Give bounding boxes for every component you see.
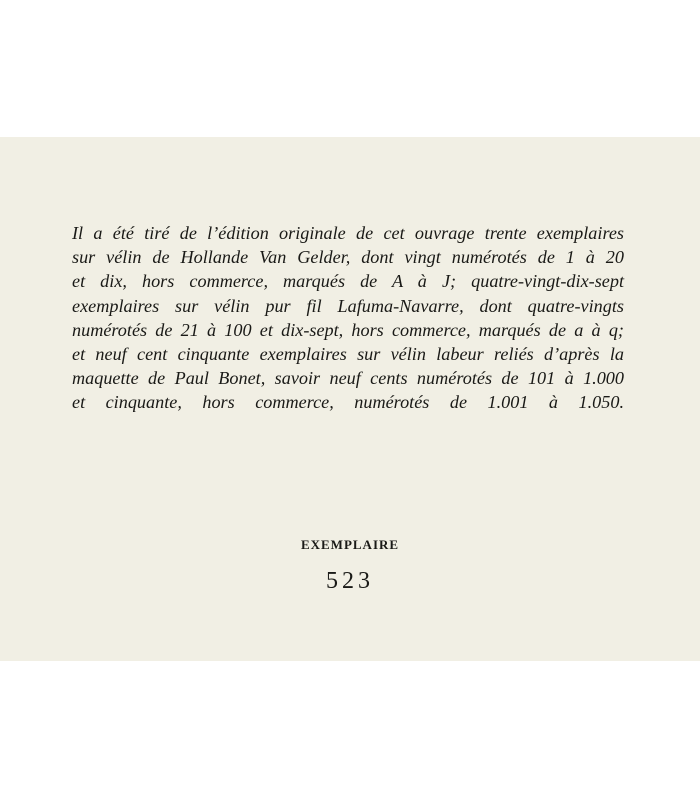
colophon-text — [72, 221, 624, 415]
exemplaire-label: EXEMPLAIRE — [300, 537, 400, 552]
colophon-line: et cinquante, hors commerce, numérotés de 1.001 à 1.050. — [72, 392, 624, 413]
colophon-page — [0, 137, 700, 661]
colophon-line: Il a été tiré de l’édition originale de cet ouvrage trente exemplaires — [72, 223, 624, 243]
exemplaire-number: 523 — [326, 568, 374, 594]
colophon-line: numérotés de 21 à 100 et dix-sept, hors commerce, marqués de a à q; — [72, 319, 624, 340]
colophon-line: maquette de Paul Bonet, savoir neuf cents numérotés de 101 à 1.000 — [72, 368, 624, 389]
colophon-line: et dix, hors commerce, marqués de A à J; quatre-vingt-dix-sept — [72, 271, 624, 292]
colophon-line: sur vélin de Hollande Van Gelder, dont vingt numérotés de 1 à 20 — [72, 247, 624, 268]
colophon-line: et neuf cent cinquante exemplaires sur vélin labeur reliés d’après la — [72, 344, 624, 365]
colophon-line: exemplaires sur vélin pur fil Lafuma-Navarre, dont quatre-vingts — [72, 295, 624, 316]
